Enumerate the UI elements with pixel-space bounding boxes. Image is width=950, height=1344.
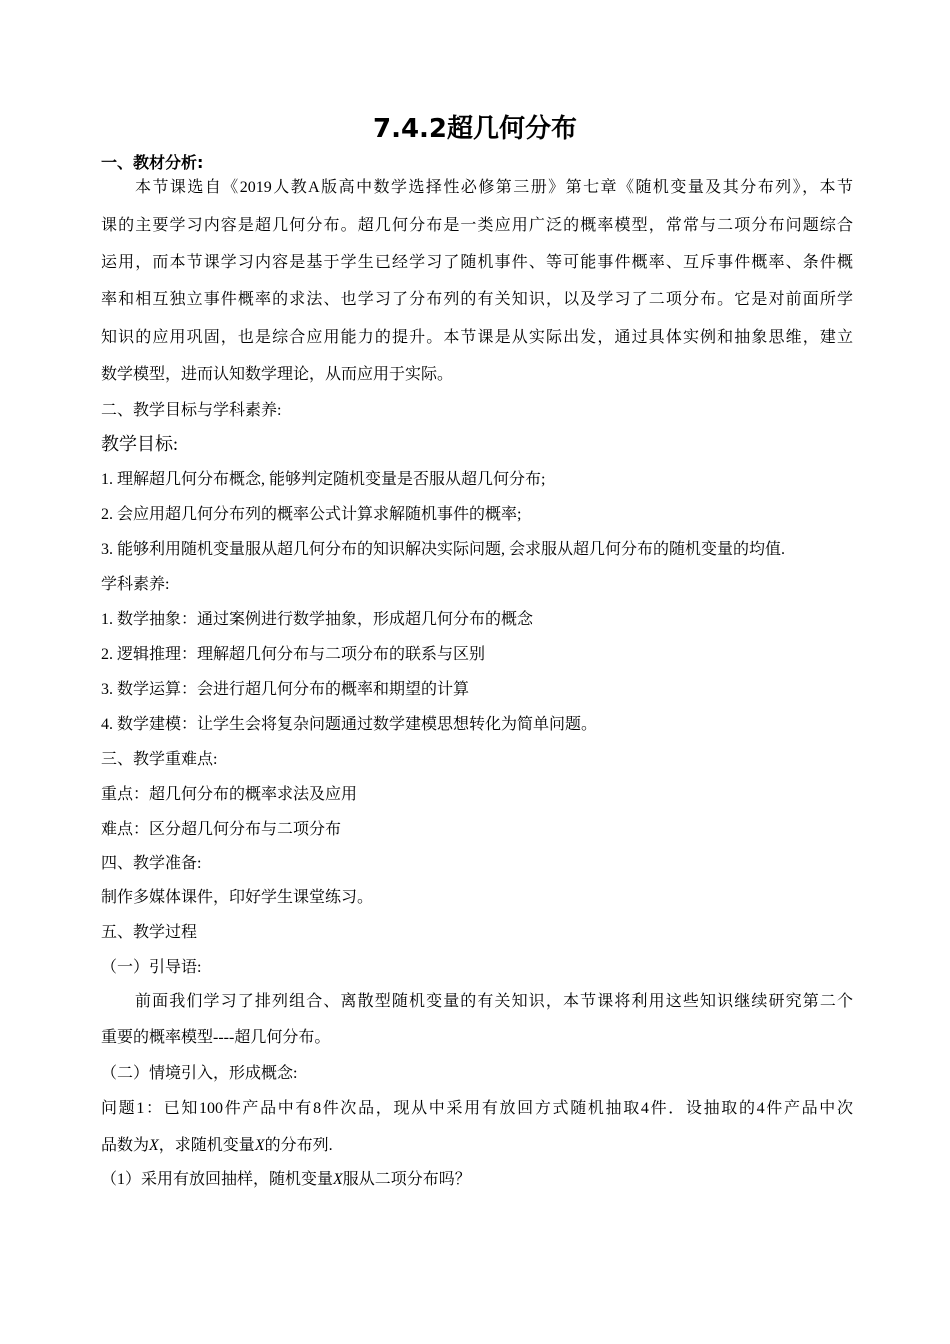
text-run: （1）采用有放回抽样，随机变量 bbox=[101, 1171, 334, 1188]
section-3-heading: 三、教学重难点: bbox=[101, 751, 218, 768]
problem-1-line: 问题1：已知100件产品中有8件次品，现从中采用有放回方式随机抽取4件．设抽取的4件产品中次 bbox=[101, 1100, 853, 1117]
goal-item: 3. 能够利用随机变量服从超几何分布的知识解决实际问题, 会求服从超几何分布的随机变量的均值. bbox=[101, 541, 786, 558]
paragraph-line: 率和相互独立事件概率的求法、也学习了分布列的有关知识，以及学习了二项分布。它是对前面所学 bbox=[101, 291, 853, 308]
problem-1-line-2 bbox=[101, 1136, 853, 1156]
paragraph-line: 本节课选自《2019人教A版高中数学选择性必修第三册》第七章《随机变量及其分布列》，本节 bbox=[135, 179, 853, 196]
paragraph-line: 课的主要学习内容是超几何分布。超几何分布是一类应用广泛的概率模型，常常与二项分布问题综合 bbox=[101, 217, 853, 234]
literacy-item: 3. 数学运算：会进行超几何分布的概率和期望的计算 bbox=[101, 681, 470, 698]
question-1 bbox=[101, 1170, 853, 1190]
section-5-heading: 五、教学过程 bbox=[101, 924, 198, 941]
literacy-item: 1. 数学抽象：通过案例进行数学抽象，形成超几何分布的概念 bbox=[101, 611, 534, 628]
paragraph-line: 前面我们学习了排列组合、离散型随机变量的有关知识，本节课将利用这些知识继续研究第二个 bbox=[135, 993, 853, 1010]
preparation-text: 制作多媒体课件，印好学生课堂练习。 bbox=[101, 889, 374, 906]
subsection-2-heading: （二）情境引入，形成概念: bbox=[101, 1065, 298, 1082]
paragraph-line: 重要的概率模型----超几何分布。 bbox=[101, 1029, 331, 1046]
text-run: 品数为 bbox=[101, 1137, 150, 1154]
paragraph-line: 数学模型，进而认知数学理论，从而应用于实际。 bbox=[101, 366, 454, 383]
goal-item: 2. 会应用超几何分布列的概率公式计算求解随机事件的概率; bbox=[101, 506, 522, 523]
literacy-item: 2. 逻辑推理：理解超几何分布与二项分布的联系与区别 bbox=[101, 646, 486, 663]
key-point: 重点：超几何分布的概率求法及应用 bbox=[101, 786, 358, 803]
goal-item: 1. 理解超几何分布概念, 能够判定随机变量是否服从超几何分布; bbox=[101, 471, 546, 488]
literacy-heading: 学科素养: bbox=[101, 576, 170, 593]
section-4-heading: 四、教学准备: bbox=[101, 855, 202, 872]
document-title: 7.4.2超几何分布 bbox=[372, 114, 578, 144]
paragraph-line: 知识的应用巩固，也是综合应用能力的提升。本节课是从实际出发，通过具体实例和抽象思维，建立 bbox=[101, 329, 853, 346]
variable-x: X bbox=[254, 1137, 265, 1154]
difficult-point: 难点：区分超几何分布与二项分布 bbox=[101, 821, 342, 838]
goals-heading: 教学目标: bbox=[101, 434, 179, 454]
paragraph-line: 运用，而本节课学习内容是基于学生已经学习了随机事件、等可能事件概率、互斥事件概率、条件概 bbox=[101, 254, 853, 271]
variable-x: X bbox=[333, 1171, 343, 1188]
section-1-heading: 一、教材分析: bbox=[101, 153, 204, 172]
section-2-heading: 二、教学目标与学科素养: bbox=[101, 402, 282, 419]
text-run: 的分布列. bbox=[264, 1137, 333, 1154]
literacy-item: 4. 数学建模：让学生会将复杂问题通过数学建模思想转化为简单问题。 bbox=[101, 716, 598, 733]
variable-x: X bbox=[149, 1137, 159, 1154]
text-run: 服从二项分布吗？ bbox=[342, 1171, 471, 1188]
subsection-1-heading: （一）引导语: bbox=[101, 959, 202, 976]
text-run: ，求随机变量 bbox=[158, 1137, 255, 1154]
